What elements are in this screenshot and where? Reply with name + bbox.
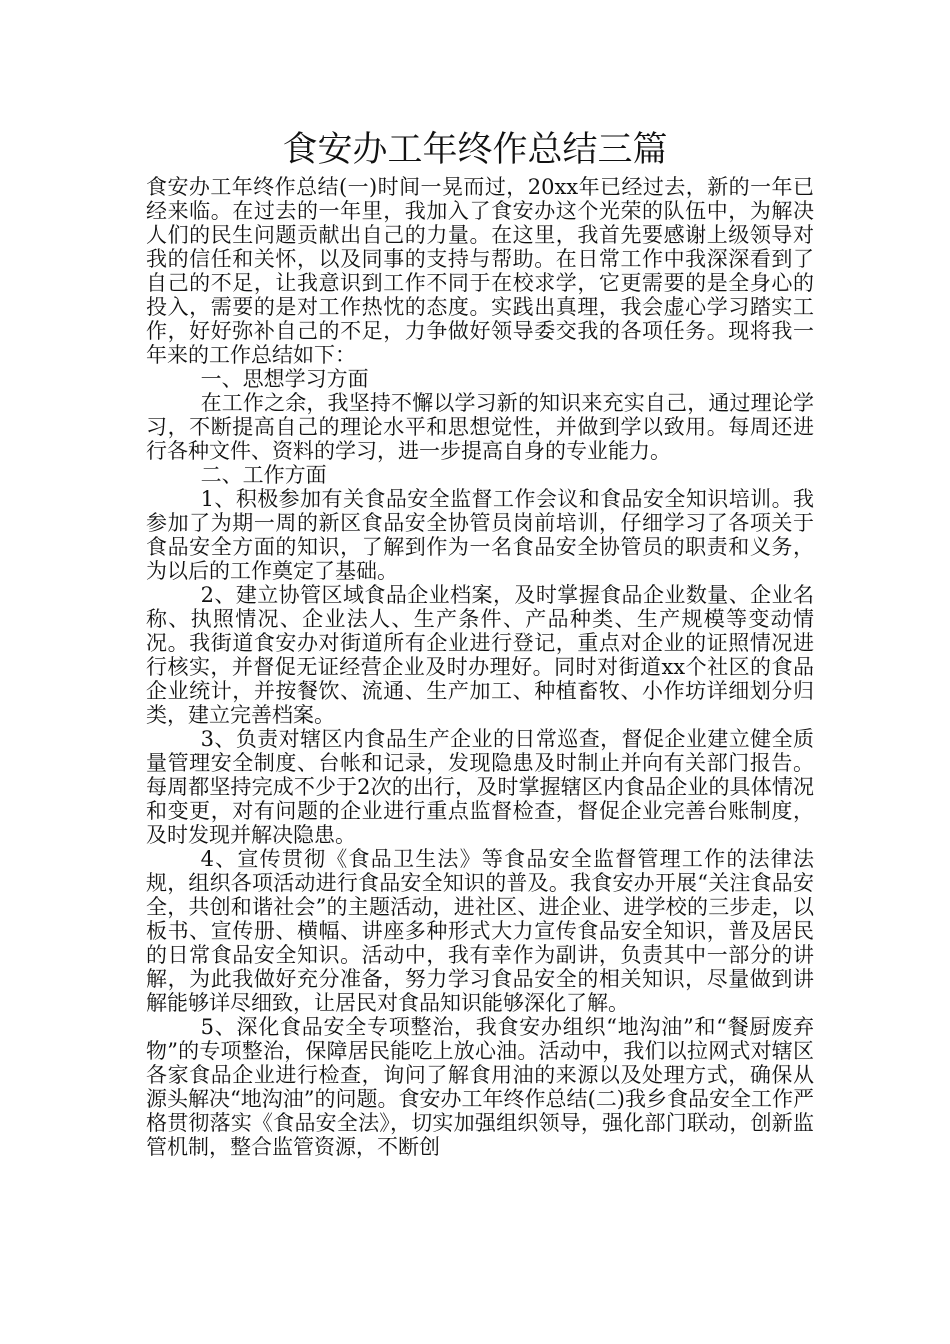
paragraph-work-item-1: 1、积极参加有关食品安全监督工作会议和食品安全知识培训。我参加了为期一周的新区食品安全协管员岗前培训，仔细学习了各项关于食品安全方面的知识，了解到作为一名食品安全协管员的职责和义务，为以后的工作奠定了基础。	[146, 487, 814, 583]
document-title: 食安办工年终作总结三篇	[282, 130, 668, 170]
paragraph-work-item-3: 3、负责对辖区内食品生产企业的日常巡查，督促企业建立健全质量管理安全制度、台帐和记录，发现隐患及时制止并向有关部门报告。每周都坚持完成不少于2次的出行，及时掌握辖区内食品企业的具体情况和变更，对有问题的企业进行重点监督检查，督促企业完善台账制度，及时发现并解决隐患。	[146, 727, 814, 847]
document-body	[146, 175, 814, 1159]
section-heading-work: 二、工作方面	[200, 463, 327, 487]
section-heading-study: 一、思想学习方面	[200, 367, 369, 391]
paragraph-study: 在工作之余，我坚持不懈以学习新的知识来充实自己，通过理论学习，不断提高自己的理论水平和思想觉性，并做到学以致用。每周还进行各种文件、资料的学习，进一步提高自身的专业能力。	[146, 391, 814, 463]
paragraph-work-item-2: 2、建立协管区域食品企业档案，及时掌握食品企业数量、企业名称、执照情况、企业法人、生产条件、产品种类、生产规模等变动情况。我街道食安办对街道所有企业进行登记，重点对企业的证照情况进行核实，并督促无证经营企业及时办理好。同时对街道xx个社区的食品企业统计，并按餐饮、流通、生产加工、种植畜牧、小作坊详细划分归类，建立完善档案。	[146, 583, 814, 727]
paragraph-work-item-5: 5、深化食品安全专项整治，我食安办组织“地沟油”和“餐厨废弃物”的专项整治，保障居民能吃上放心油。活动中，我们以拉网式对辖区各家食品企业进行检查，询问了解食用油的来源以及处理方式，确保从源头解决“地沟油”的问题。食安办工年终作总结(二)我乡食品安全工作严格贯彻落实《食品安全法》，切实加强组织领导，强化部门联动，创新监管机制，整合监管资源，不断创	[146, 1015, 814, 1159]
paragraph-intro: 食安办工年终作总结(一)时间一晃而过，20xx年已经过去，新的一年已经来临。在过去的一年里，我加入了食安办这个光荣的队伍中，为解决人们的民生问题贡献出自己的力量。在这里，我首先要感谢上级领导对我的信任和关怀，以及同事的支持与帮助。在日常工作中我深深看到了自己的不足，让我意识到工作不同于在校求学，它更需要的是全身心的投入，需要的是对工作热忱的态度。实践出真理，我会虚心学习踏实工作，好好弥补自己的不足，力争做好领导委交我的各项任务。现将我一年来的工作总结如下：	[146, 175, 814, 367]
paragraph-work-item-4: 4、宣传贯彻《食品卫生法》等食品安全监督管理工作的法律法规，组织各项活动进行食品安全知识的普及。我食安办开展“关注食品安全，共创和谐社会”的主题活动，进社区、进企业、进学校的三步走，以板书、宣传册、横幅、讲座多种形式大力宣传食品安全知识，普及居民的日常食品安全知识。活动中，我有幸作为副讲，负责其中一部分的讲解，为此我做好充分准备，努力学习食品安全的相关知识，尽量做到讲解能够详尽细致，让居民对食品知识能够深化了解。	[146, 847, 814, 1015]
